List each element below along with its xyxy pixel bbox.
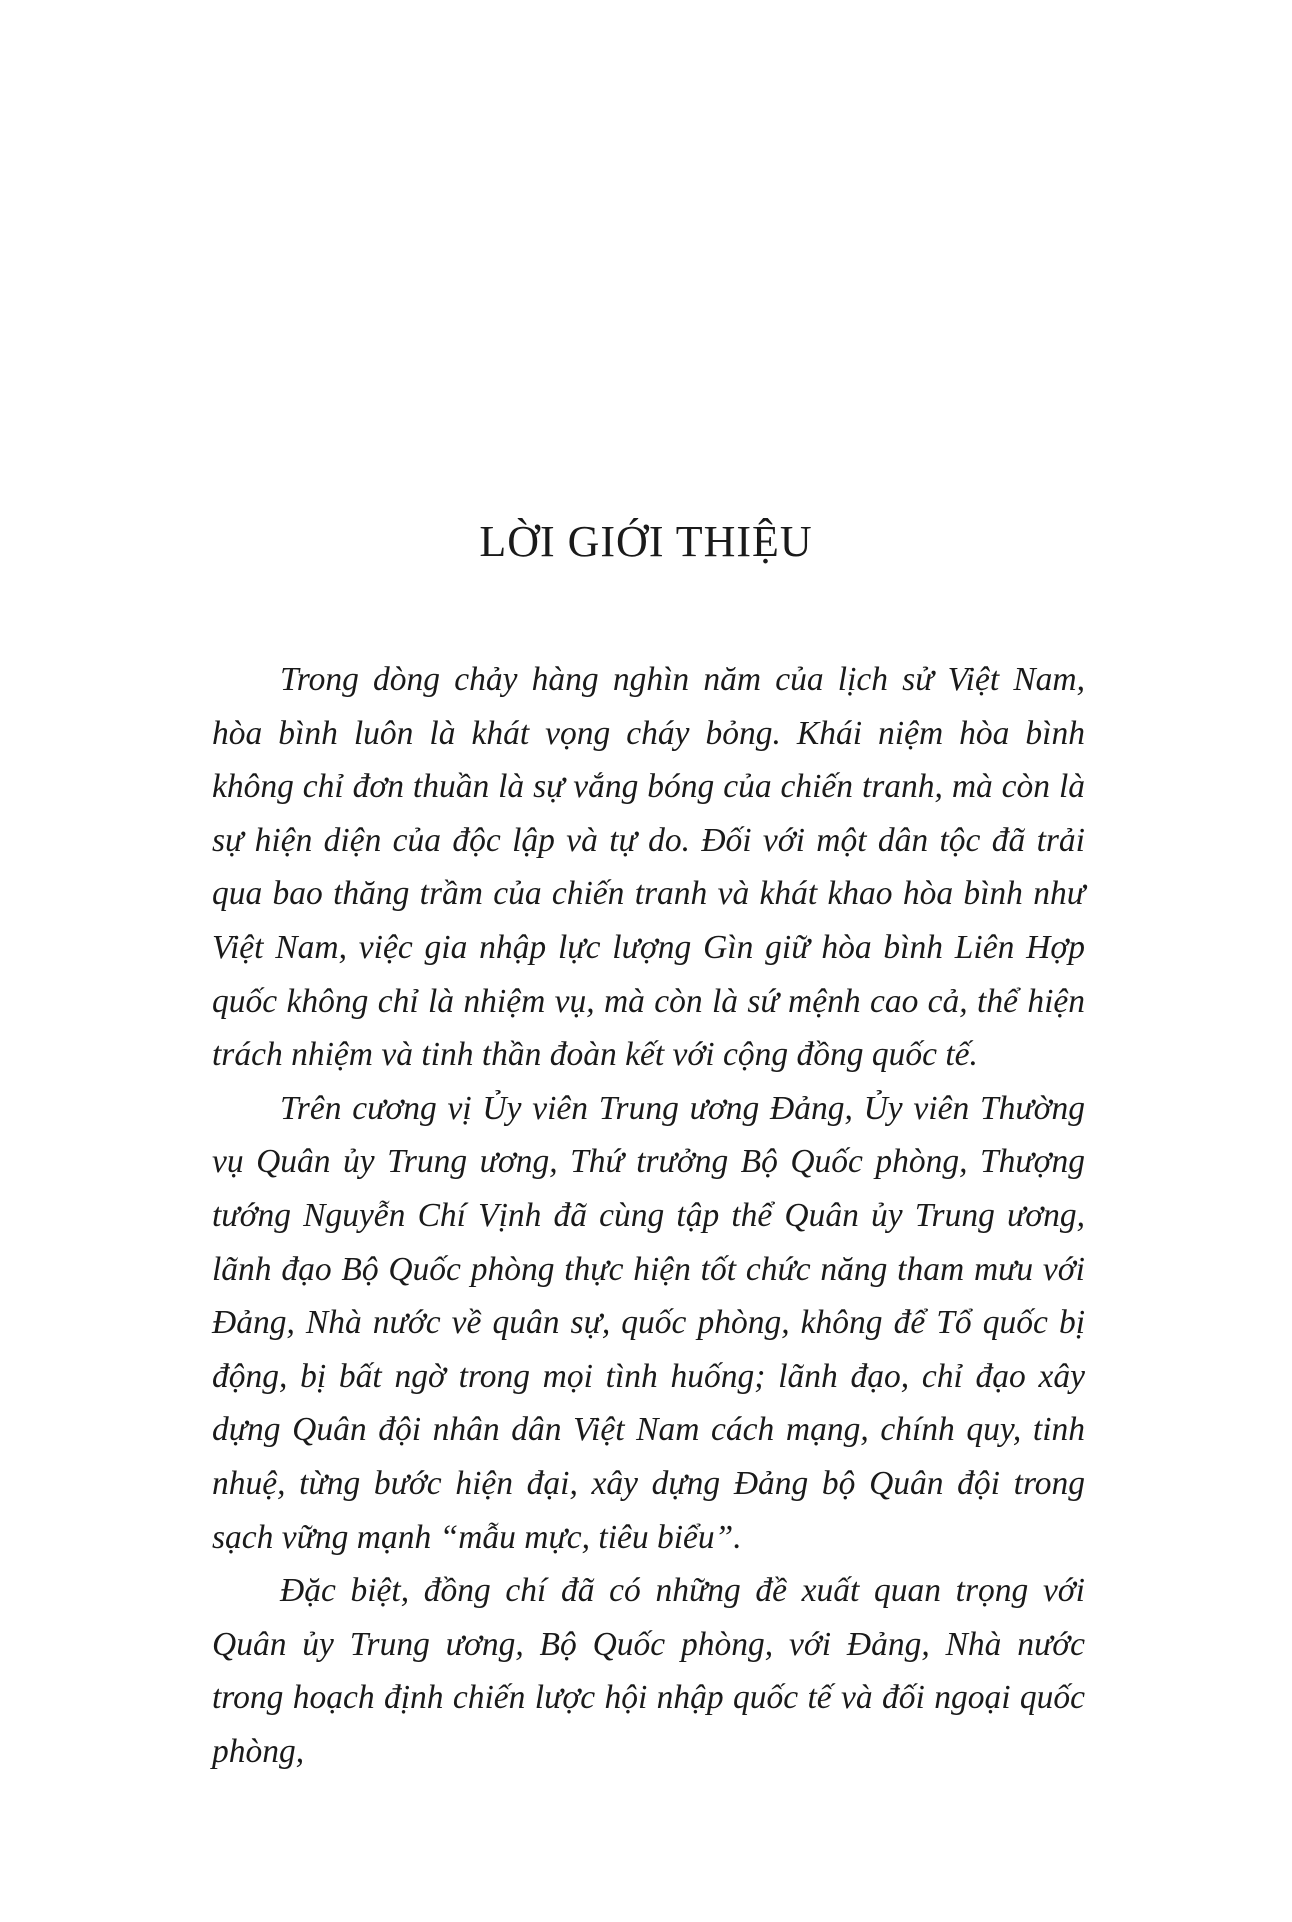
page-title: LỜI GIỚI THIỆU: [479, 517, 813, 566]
body-text: [212, 653, 1085, 1778]
paragraph: Trong dòng chảy hàng nghìn năm của lịch sử Việt Nam, hòa bình luôn là khát vọng cháy bỏng. Khái niệm hòa bình không chỉ đơn thuần là sự vắng bóng của chiến tranh, mà còn là sự hiện diện của độc lập và tự do. Đối với một dân tộc đã trải qua bao thăng trầm của chiến tranh và khát khao hòa bình như Việt Nam, việc gia nhập lực lượng Gìn giữ hòa bình Liên Hợp quốc không chỉ là nhiệm vụ, mà còn là sứ mệnh cao cả, thể hiện trách nhiệm và tinh thần đoàn kết với cộng đồng quốc tế.: [212, 661, 1085, 1074]
paragraph: Trên cương vị Ủy viên Trung ương Đảng, Ủy viên Thường vụ Quân ủy Trung ương, Thứ trưởng Bộ Quốc phòng, Thượng tướng Nguyễn Chí Vịnh đã cùng tập thể Quân ủy Trung ương, lãnh đạo Bộ Quốc phòng thực hiện tốt chức năng tham mưu với Đảng, Nhà nước về quân sự, quốc phòng, không để Tổ quốc bị động, bị bất ngờ trong mọi tình huống; lãnh đạo, chỉ đạo xây dựng Quân đội nhân dân Việt Nam cách mạng, chính quy, tinh nhuệ, từng bước hiện đại, xây dựng Đảng bộ Quân đội trong sạch vững mạnh “mẫu mực, tiêu biểu”.: [212, 1089, 1085, 1556]
paragraph: Đặc biệt, đồng chí đã có những đề xuất quan trọng với Quân ủy Trung ương, Bộ Quốc phòng, với Đảng, Nhà nước trong hoạch định chiến lược hội nhập quốc tế và đối ngoại quốc phòng,: [212, 1572, 1085, 1770]
